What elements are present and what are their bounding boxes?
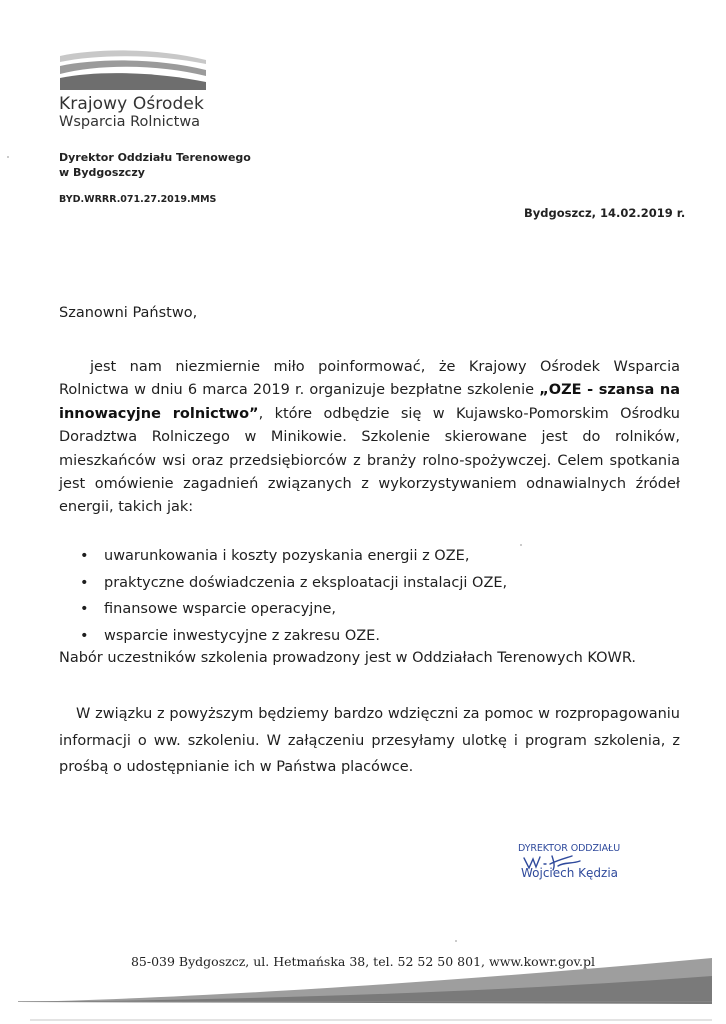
paragraph-intro bbox=[59, 356, 680, 520]
list-item: • uwarunkowania i koszty pozyskania energii z OZE, bbox=[59, 543, 680, 570]
topics-list bbox=[59, 543, 680, 649]
reference-number: BYD.WRRR.071.27.2019.MMS bbox=[59, 194, 217, 205]
scan-speck bbox=[7, 156, 9, 158]
logo-name-line1: Krajowy Ośrodek bbox=[59, 94, 204, 114]
footer-address: 85-039 Bydgoszcz, ul. Hetmańska 38, tel. 52 52 50 801, www.kowr.gov.pl bbox=[130, 954, 596, 969]
sender-title: Dyrektor Oddziału Terenowego bbox=[59, 151, 251, 164]
bullet-icon: • bbox=[80, 574, 89, 591]
sender-location: w Bydgoszczy bbox=[59, 166, 145, 179]
paragraph-request: W związku z powyższym będziemy bardzo wdzięczni za pomoc w rozpropagowaniu informacji o ww. szkoleniu. W załączeniu przesyłamy ulotkę i program szkolenia, z prośbą o udostępnianie ich w Państwa placówce. bbox=[59, 706, 680, 775]
list-item: • wsparcie inwestycyjne z zakresu OZE. bbox=[59, 623, 680, 650]
bullet-icon: • bbox=[80, 627, 89, 644]
paragraph-intro-end: , które odbędzie się w Kujawsko-Pomorskim Ośrodku Doradztwa Rolniczego w Minikowie. Szkolenie skierowane jest do rolników, mieszkańców wsi oraz przedsiębiorców z branży rolno-spożywczej. Celem spotkania jest omówienie zagadnień związanych z wykorzystywaniem odnawialnych źródeł energii, takich jak: bbox=[59, 405, 680, 516]
signature-stamp-title: DYREKTOR ODDZIAŁU bbox=[518, 843, 621, 854]
scan-speck bbox=[455, 940, 457, 942]
place-and-date: Bydgoszcz, 14.02.2019 r. bbox=[524, 206, 686, 220]
bullet-icon: • bbox=[80, 548, 89, 564]
signatory-name: Wojciech Kędzia bbox=[521, 866, 619, 880]
training-title: „OZE - szansa na innowacyjne rolnictwo” bbox=[59, 382, 680, 422]
paragraph-recruitment: Nabór uczestników szkolenia prowadzony jest w Oddziałach Terenowych KOWR. bbox=[59, 650, 637, 666]
list-item: • finansowe wsparcie operacyjne, bbox=[59, 596, 680, 623]
list-item: • praktyczne doświadczenia z eksploatacji instalacji OZE, bbox=[59, 570, 680, 597]
salutation: Szanowni Państwo, bbox=[59, 305, 198, 321]
scan-speck bbox=[520, 544, 522, 546]
paragraph-intro-start: jest nam niezmiernie miło poinformować, że Krajowy Ośrodek Wsparcia Rolnictwa w dniu 6 marca 2019 r. organizuje bezpłatne szkolenie bbox=[59, 359, 680, 399]
bullet-icon: • bbox=[80, 601, 89, 617]
kowr-logo-icon bbox=[58, 46, 208, 96]
logo-name-line2: Wsparcia Rolnictwa bbox=[59, 114, 201, 130]
